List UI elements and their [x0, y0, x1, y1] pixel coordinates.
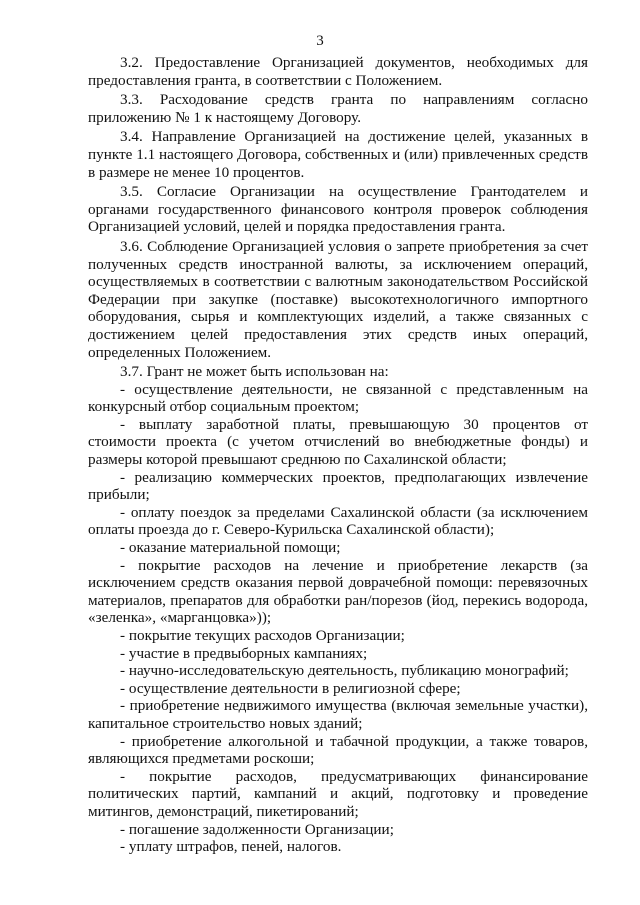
- list-item: - осуществление деятельности в религиозной сфере;: [120, 679, 461, 697]
- clause-3-2: 3.2. Предоставление Организацией документов, необходимых для предоставления гранта, в соответствии с Положением.: [88, 54, 588, 89]
- list-item: - выплату заработной платы, превышающую 30 процентов от стоимости проекта (с учетом отчислений во внебюджетные фонды) и размеры которой превышают среднюю по Сахалинской области;: [88, 415, 588, 469]
- clause-3-3: 3.3. Расходование средств гранта по направлениям согласно приложению № 1 к настоящему Договору.: [88, 91, 588, 126]
- list-item: - реализацию коммерческих проектов, предполагающих извлечение прибыли;: [88, 468, 588, 504]
- list-item: - покрытие текущих расходов Организации;: [120, 627, 405, 644]
- clause-3-4: 3.4. Направление Организацией на достижение целей, указанных в пункте 1.1 настоящего Договора, собственных и (или) привлеченных средств в размере не менее 10 процентов.: [88, 128, 588, 181]
- list-item: - покрытие расходов на лечение и приобретение лекарств (за исключением средств оказания первой доврачебной помощи: перевязочных материалов, препаратов для обработки ран/порезов (йод, перекись водорода, «зеленка», «марганцовка»));: [88, 556, 588, 627]
- list-item: - покрытие расходов, предусматривающих финансирование политических партий, кампаний и акций, подготовку и проведение митингов, демонстраций, пикетирований;: [88, 767, 588, 820]
- list-item: - оплату поездок за пределами Сахалинской области (за исключением оплаты проезда до г. Северо-Курильска Сахалинской области);: [88, 503, 588, 539]
- clause-3-7: 3.7. Грант не может быть использован на:: [120, 363, 389, 381]
- list-item: - погашение задолженности Организации;: [120, 820, 394, 838]
- clause-3-5: 3.5. Согласие Организации на осуществление Грантодателем и органами государственного финансового контроля проверок соблюдения Организацией условий, целей и порядка предоставления гранта.: [88, 183, 588, 236]
- clause-3-6: 3.6. Соблюдение Организацией условия о запрете приобретения за счет полученных средств иностранной валюты, за исключением операций, осуществляемых в соответствии с валютным законодательством Российской Федерации при закупке (поставке) высокотехнологичного импортного оборудования, сырья и комплектующих изделий, а также связанных с достижением целей предоставления этих средств иных операций, определенных Положением.: [88, 237, 588, 361]
- list-item: - приобретение алкогольной и табачной продукции, а также товаров, являющихся предметами роскоши;: [88, 732, 588, 768]
- list-item: - уплату штрафов, пеней, налогов.: [120, 838, 342, 856]
- list-item: - научно-исследовательскую деятельность, публикацию монографий;: [120, 662, 569, 680]
- list-item: - участие в предвыборных кампаниях;: [120, 644, 368, 662]
- document-body: [88, 54, 588, 856]
- list-item: - осуществление деятельности, не связанной с представленным на конкурсный отбор социальным проектом;: [88, 380, 588, 416]
- list-item: - приобретение недвижимого имущества (включая земельные участки), капитальное строительство новых зданий;: [88, 697, 588, 732]
- page-number: 3: [316, 33, 324, 49]
- list-item: - оказание материальной помощи;: [120, 539, 341, 557]
